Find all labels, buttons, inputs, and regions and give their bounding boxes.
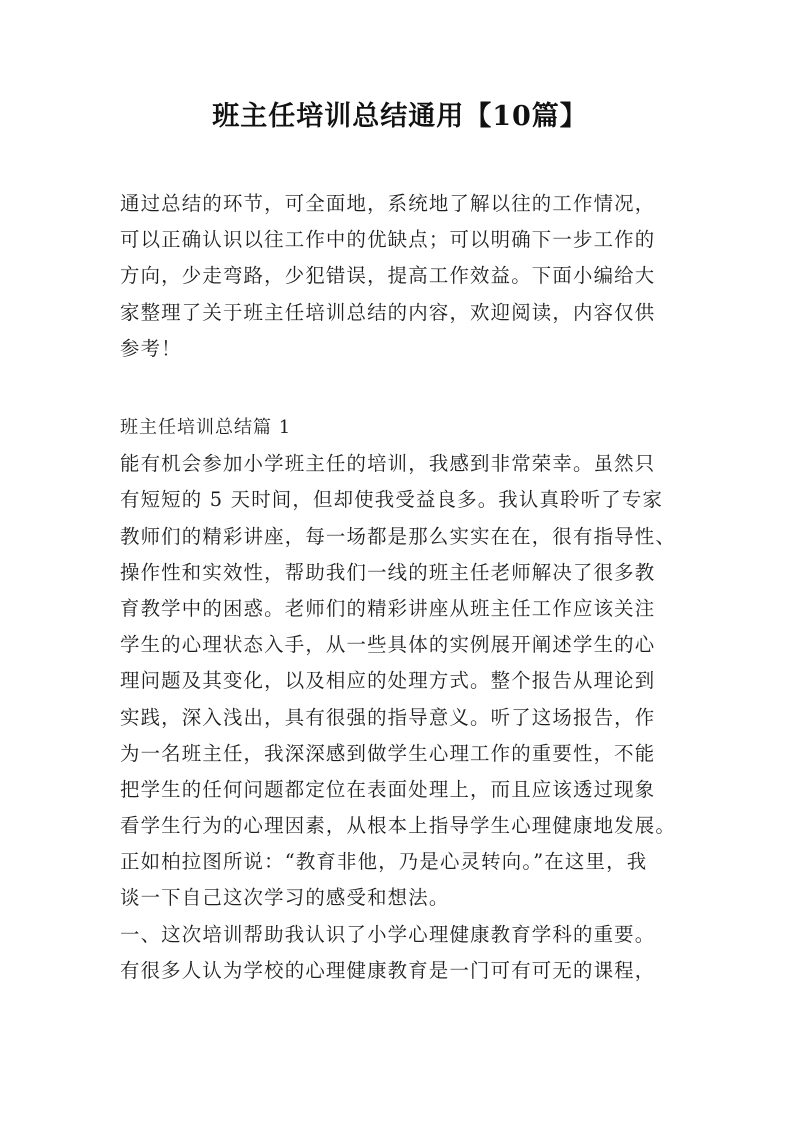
body-line: 有短短的 5 天时间，但却使我受益良多。我认真聆听了专家 xyxy=(120,488,664,512)
section-1 xyxy=(120,410,700,989)
body-line: 教师们的精彩讲座，每一场都是那么实实在在，很有指导性、 xyxy=(120,524,676,548)
body-line: 育教学中的困惑。老师们的精彩讲座从班主任工作应该关注 xyxy=(120,596,656,620)
body-line: 谈一下自己这次学习的感受和想法。 xyxy=(120,886,450,910)
body-line: 能有机会参加小学班主任的培训，我感到非常荣幸。虽然只 xyxy=(120,452,656,476)
body-line: 有很多人认为学校的心理健康教育是一门可有可无的课程， xyxy=(120,958,656,982)
body-line: 学生的心理状态入手，从一些具体的实例展开阐述学生的心 xyxy=(120,633,656,657)
intro-line: 可以正确认识以往工作中的优缺点；可以明确下一步工作的 xyxy=(120,228,656,252)
body-line: 实践，深入浅出，具有很强的指导意义。听了这场报告，作 xyxy=(120,705,656,729)
intro-line: 参考！ xyxy=(120,336,182,360)
intro-line: 通过总结的环节，可全面地，系统地了解以往的工作情况， xyxy=(120,192,656,215)
body-line: 看学生行为的心理因素，从根本上指导学生心理健康地发展。 xyxy=(120,814,676,838)
body-line: 一、这次培训帮助我认识了小学心理健康教育学科的重要。 xyxy=(120,922,656,946)
body-line: 正如柏拉图所说：“教育非他，乃是心灵转向。”在这里，我 xyxy=(120,850,648,874)
body-line: 为一名班主任，我深深感到做学生心理工作的重要性，不能 xyxy=(120,741,656,765)
section-heading: 班主任培训总结篇 1 xyxy=(120,417,292,438)
document-title: 班主任培训总结通用【10篇】 xyxy=(212,101,588,132)
body-line: 操作性和实效性，帮助我们一线的班主任老师解决了很多教 xyxy=(120,560,656,584)
intro-line: 家整理了关于班主任培训总结的内容，欢迎阅读，内容仅供 xyxy=(120,300,656,324)
intro-paragraph xyxy=(120,186,700,367)
body-line: 理问题及其变化，以及相应的处理方式。整个报告从理论到 xyxy=(120,669,656,693)
intro-line: 方向，少走弯路，少犯错误，提高工作效益。下面小编给大 xyxy=(120,264,656,288)
body-line: 把学生的任何问题都定位在表面处理上，而且应该透过现象 xyxy=(120,777,656,801)
